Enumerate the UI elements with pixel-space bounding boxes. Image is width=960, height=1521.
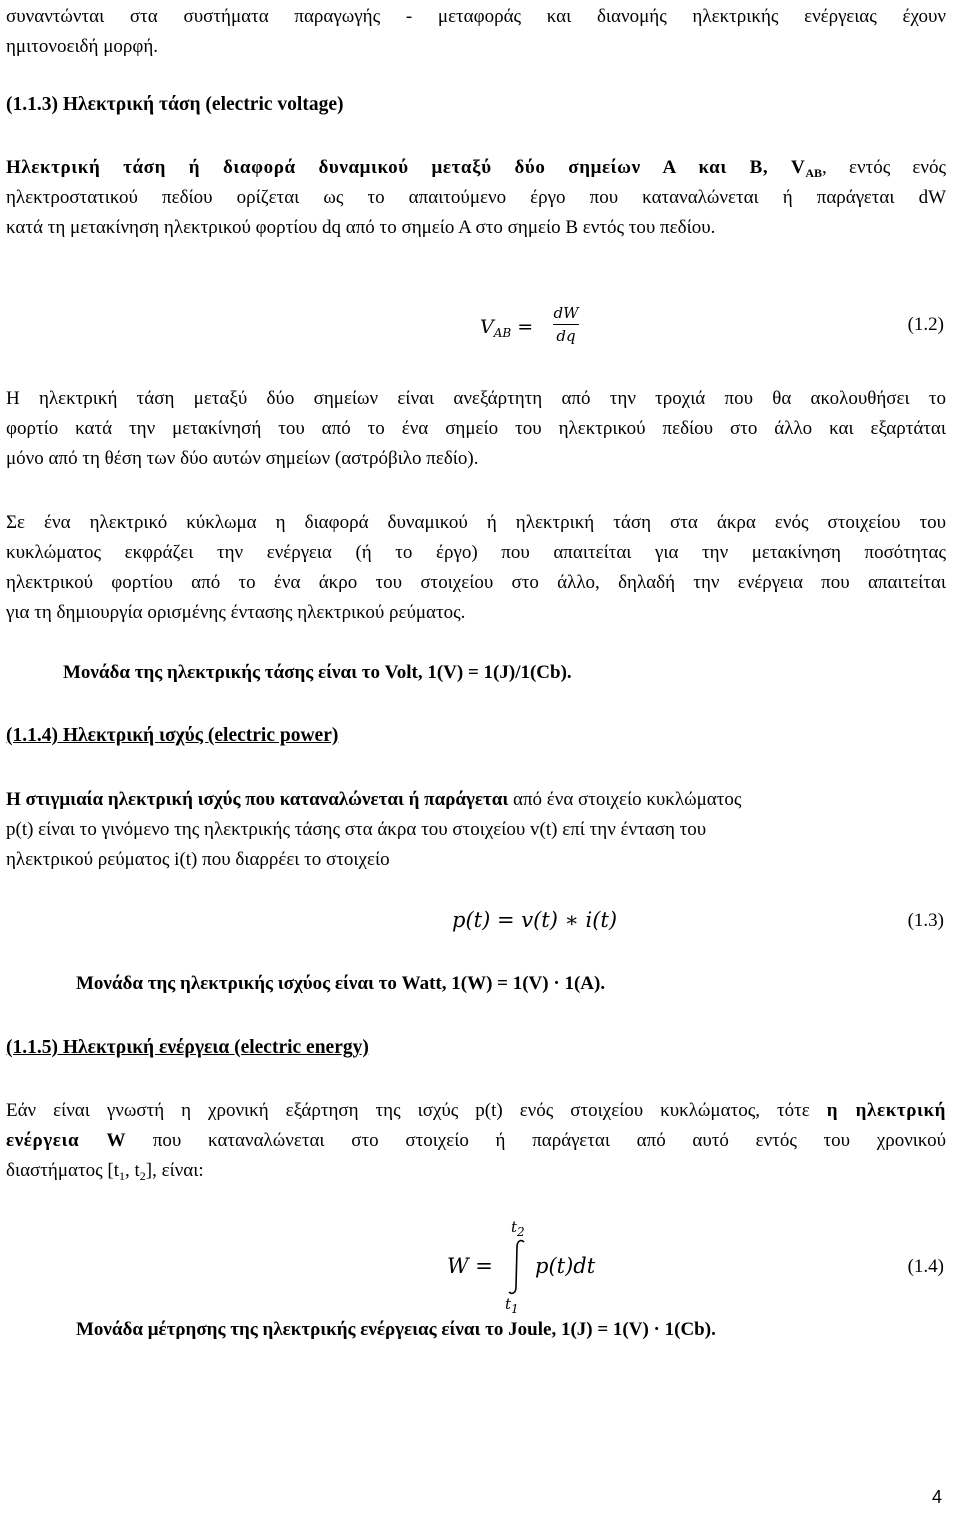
energy-definition-text-a: Εάν είναι γνωστή η χρονική εξάρτηση της ισχύς p(t) ενός στοιχείου κυκλώματος, τότε [6,1100,827,1121]
upper-limit-subscript: 2 [517,1225,525,1239]
equation-1-2-lhs [480,316,533,338]
voltage-path-line-2: φορτίο κατά την μετακίνησή του από το ένα σημείο του ηλεκτρικού πεδίου στο άλλο και εξαρτάται [6,418,946,439]
circuit-voltage-line-3: ηλεκτρικού φορτίου από το ένα άκρο του στοιχείου στο άλλο, δηλαδή την ενέργεια που απαιτείται [6,572,946,593]
equation-1-3: p(t) = v(t) ∗ i(t) [452,908,618,932]
circuit-voltage-line-1: Σε ένα ηλεκτρικό κύκλωμα η διαφορά δυναμικού ή ηλεκτρική τάση στα άκρα ενός στοιχείου του [6,512,946,533]
integral-lower-limit [505,1295,519,1316]
lower-limit-subscript: 1 [511,1302,519,1316]
voltage-definition-paragraph [6,153,946,243]
power-definition-line-3: ηλεκτρικού ρεύματος i(t) που διαρρέει το στοιχείο [6,849,390,870]
circuit-voltage-line-2: κυκλώματος εκφράζει την ενέργεια (ή το έργο) που απαιτείται για την μετακίνηση ποσότητας [6,542,946,563]
power-definition-bold: Η στιγμιαία ηλεκτρική ισχύς που καταναλώνεται ή παράγεται [6,789,509,810]
eq-equals: = [517,316,534,338]
interval-text-a: διαστήματος [t [6,1160,119,1181]
fraction-numerator: dW [553,304,579,322]
fraction-denominator: dq [556,327,576,345]
voltage-definition-bold: Ηλεκτρική τάση ή διαφορά δυναμικού μεταξύ δύο σημείων Α και Β, V [6,157,806,178]
page-number: 4 [931,1487,942,1507]
energy-definition-paragraph [6,1096,946,1186]
voltage-subscript: AB [805,166,823,180]
energy-definition-line-2 [6,1126,946,1156]
energy-definition-text-b: που καταναλώνεται στο στοιχείο ή παράγεται από αυτό εντός του χρονικού [126,1130,946,1151]
equation-number-1-3: (1.3) [907,910,944,931]
equation-1-4-lhs: W = [447,1254,493,1278]
energy-definition-bold-a: η ηλεκτρική [826,1100,946,1121]
voltage-path-line-1: Η ηλεκτρική τάση μεταξύ δύο σημείων είναι ανεξάρτητη από την τροχιά που θα ακολουθήσει το [6,388,946,409]
section-heading-energy: (1.1.5) Ηλεκτρική ενέργεια (electric energy) [6,1037,369,1058]
integral-integrand: p(t)dt [535,1254,596,1278]
power-definition-line-2: p(t) είναι το γινόμενο της ηλεκτρικής τάσης στα άκρα του στοιχείου v(t) επί την ένταση του [6,819,707,840]
power-unit-statement: Μονάδα της ηλεκτρικής ισχύος είναι το Watt, 1(W) = 1(V) · 1(A). [76,973,606,994]
intro-line-1: συναντώνται στα συστήματα παραγωγής - μεταφοράς και διανομής ηλεκτρικής ενέργειας έχουν [6,6,946,27]
integral-upper-limit [511,1218,525,1239]
power-definition-rest: από ένα στοιχείο κυκλώματος [508,789,742,810]
interval-text-b: , t [125,1160,140,1181]
upper-limit-t: t [511,1218,518,1236]
lower-limit-t: t [505,1295,512,1313]
voltage-definition-line-2: ηλεκτροστατικού πεδίου ορίζεται ως το απαιτούμενο έργο που καταναλώνεται ή παράγεται dW [6,187,946,208]
voltage-definition-line-1 [6,153,946,183]
circuit-voltage-paragraph [6,508,946,628]
energy-definition-bold-b: ενέργεια W [6,1130,127,1151]
voltage-path-paragraph [6,384,946,474]
voltage-unit-statement: Μονάδα της ηλεκτρικής τάσης είναι το Volt, 1(V) = 1(J)/1(Cb). [63,662,572,683]
intro-line-2: ημιτονοειδή μορφή. [6,36,159,57]
energy-definition-line-3 [6,1156,946,1186]
power-definition-paragraph [6,785,946,875]
integral-sign-icon [504,1238,530,1296]
equation-1-2-fraction [553,304,579,345]
circuit-voltage-line-4: για τη δημιουργία ορισμένης έντασης ηλεκτρικού ρεύματος. [6,602,466,623]
section-heading-voltage: (1.1.3) Ηλεκτρική τάση (electric voltage) [6,94,344,115]
voltage-definition-rest: , εντός ενός [822,157,946,178]
fraction-bar [553,324,579,325]
energy-unit-statement: Μονάδα μέτρησης της ηλεκτρικής ενέργειας είναι το Joule, 1(J) = 1(V) · 1(Cb). [76,1319,716,1340]
interval-subscript-2: 2 [139,1169,146,1183]
eq-v: V [480,316,494,338]
eq-v-subscript: AB [493,326,512,340]
intro-paragraph [6,2,946,62]
interval-text-c: ], είναι: [145,1160,204,1181]
equation-number-1-2: (1.2) [907,314,944,335]
voltage-path-line-3: μόνο από τη θέση των δύο αυτών σημείων (αστρόβιλο πεδίο). [6,448,479,469]
power-definition-line-1 [6,785,946,815]
section-heading-power: (1.1.4) Ηλεκτρική ισχύς (electric power) [6,725,339,746]
voltage-definition-line-3: κατά τη μετακίνηση ηλεκτρικού φορτίου dq από το σημείο Α στο σημείο Β εντός του πεδίου. [6,217,716,238]
equation-number-1-4: (1.4) [907,1256,944,1277]
interval-subscript-1: 1 [119,1169,125,1183]
energy-definition-line-1 [6,1096,946,1126]
